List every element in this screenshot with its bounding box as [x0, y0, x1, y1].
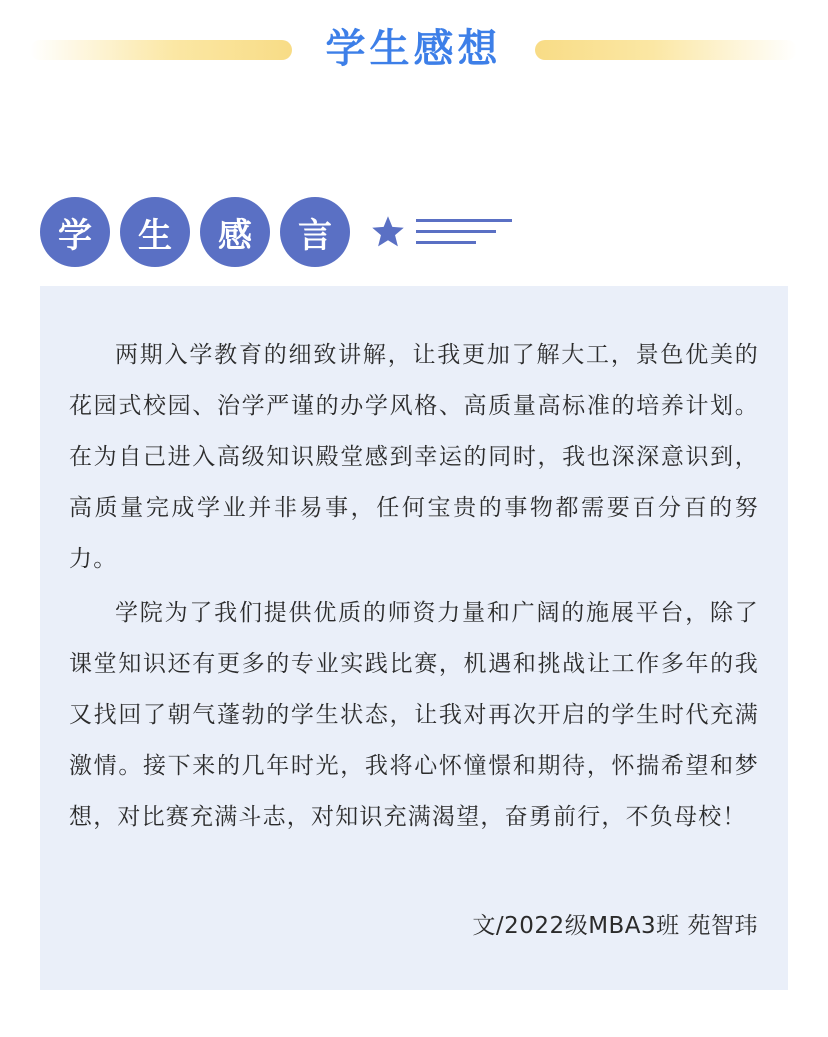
- content-card: [40, 286, 788, 990]
- section-badge-2: 生: [120, 197, 190, 267]
- content-paragraph-1: 两期入学教育的细致讲解，让我更加了解大工，景色优美的花园式校园、治学严谨的办学风格、高质量高标准的培养计划。在为自己进入高级知识殿堂感到幸运的同时，我也深深意识到，高质量完成学业并非易事，任何宝贵的事物都需要百分百的努力。: [69, 342, 759, 572]
- section-heading: [40, 197, 512, 267]
- page-title: 学生感想: [292, 20, 535, 78]
- content-paragraph-2: 学院为了我们提供优质的师资力量和广阔的施展平台，除了课堂知识还有更多的专业实践比赛，机遇和挑战让工作多年的我又找回了朝气蓬勃的学生状态，让我对再次开启的学生时代充满激情。接下来的几年时光，我将心怀憧憬和期待，怀揣希望和梦想，对比赛充满斗志，对知识充满渴望，奋勇前行，不负母校！: [69, 600, 759, 830]
- author-signature: 文/2022级MBA3班 苑智玮: [472, 913, 758, 939]
- section-badge-3: 感: [200, 197, 270, 267]
- header-decor-line-left: [30, 40, 292, 60]
- star-icon: [370, 214, 406, 250]
- header-decor-line-right: [535, 40, 797, 60]
- decorative-lines-icon: [416, 217, 512, 247]
- section-badge-4: 言: [280, 197, 350, 267]
- section-badge-1: 学: [40, 197, 110, 267]
